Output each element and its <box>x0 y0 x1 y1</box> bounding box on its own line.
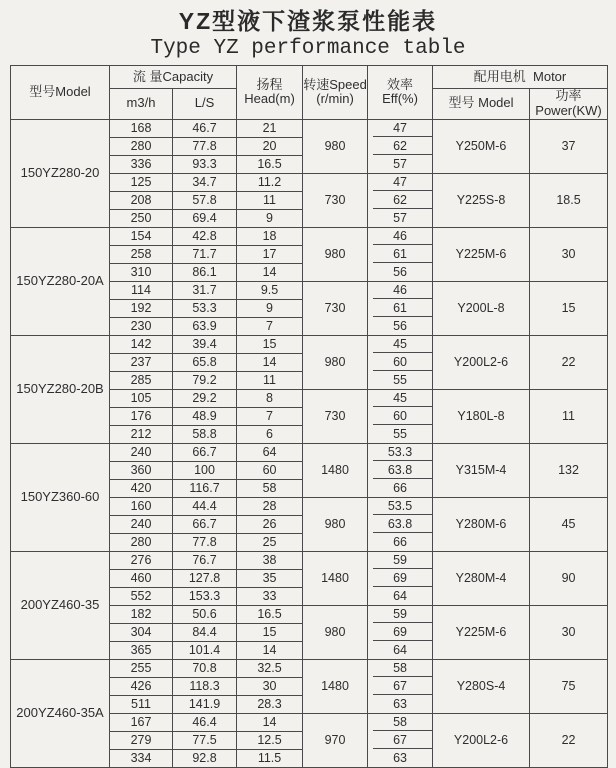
cell-head-m: 9 <box>237 209 303 227</box>
cell-head-m: 32.5 <box>237 659 303 677</box>
cell-eff-pct: 63 <box>368 695 433 713</box>
cell-eff-pct: 64 <box>368 641 433 659</box>
cell-eff-pct: 62 <box>368 137 433 155</box>
cell-capacity-m3h: 167 <box>110 713 173 731</box>
cell-head-m: 9.5 <box>237 281 303 299</box>
cell-capacity-m3h: 280 <box>110 533 173 551</box>
cell-motor-model: Y315M-4 <box>433 443 530 497</box>
header-speed-zh: 转速Speed <box>303 76 367 92</box>
header-motor-model: 型号 Model <box>433 89 530 120</box>
cell-head-m: 60 <box>237 461 303 479</box>
cell-capacity-ls: 141.9 <box>173 695 237 713</box>
table-row <box>11 551 608 569</box>
cell-capacity-m3h: 192 <box>110 299 173 317</box>
cell-capacity-m3h: 336 <box>110 155 173 173</box>
cell-capacity-ls: 77.8 <box>173 533 237 551</box>
cell-capacity-ls: 46.4 <box>173 713 237 731</box>
cell-capacity-ls: 69.4 <box>173 209 237 227</box>
cell-head-m: 38 <box>237 551 303 569</box>
cell-speed-rmin: 980 <box>303 119 368 173</box>
cell-speed-rmin: 730 <box>303 389 368 443</box>
cell-capacity-m3h: 160 <box>110 497 173 515</box>
cell-head-m: 16.5 <box>237 155 303 173</box>
cell-capacity-m3h: 142 <box>110 335 173 353</box>
cell-motor-model: Y225M-6 <box>433 227 530 281</box>
cell-motor-model: Y280M-4 <box>433 551 530 605</box>
cell-pump-model: 150YZ280-20B <box>11 335 110 443</box>
header-m3h: m3/h <box>110 89 173 120</box>
cell-head-m: 15 <box>237 335 303 353</box>
cell-motor-power-kw: 11 <box>530 389 608 443</box>
cell-motor-model: Y225S-8 <box>433 173 530 227</box>
header-eff-zh: 效率 <box>387 76 414 92</box>
cell-capacity-ls: 127.8 <box>173 569 237 587</box>
cell-capacity-ls: 44.4 <box>173 497 237 515</box>
cell-eff-pct: 53.5 <box>368 497 433 515</box>
cell-head-m: 35 <box>237 569 303 587</box>
cell-eff-pct: 58 <box>368 713 433 731</box>
cell-capacity-m3h: 511 <box>110 695 173 713</box>
cell-head-m: 11 <box>237 191 303 209</box>
cell-motor-power-kw: 18.5 <box>530 173 608 227</box>
cell-motor-power-kw: 22 <box>530 713 608 767</box>
cell-capacity-m3h: 285 <box>110 371 173 389</box>
cell-speed-rmin: 980 <box>303 497 368 551</box>
cell-capacity-m3h: 310 <box>110 263 173 281</box>
cell-head-m: 20 <box>237 137 303 155</box>
cell-capacity-ls: 77.8 <box>173 137 237 155</box>
cell-head-m: 28.3 <box>237 695 303 713</box>
cell-capacity-m3h: 237 <box>110 353 173 371</box>
cell-eff-pct: 47 <box>368 173 433 191</box>
cell-head-m: 11.5 <box>237 749 303 767</box>
cell-head-m: 7 <box>237 407 303 425</box>
cell-capacity-ls: 76.7 <box>173 551 237 569</box>
cell-eff-pct: 46 <box>368 227 433 245</box>
cell-head-m: 64 <box>237 443 303 461</box>
cell-eff-pct: 57 <box>368 155 433 173</box>
cell-capacity-ls: 63.9 <box>173 317 237 335</box>
cell-capacity-m3h: 276 <box>110 551 173 569</box>
cell-eff-pct: 53.3 <box>368 443 433 461</box>
header-speed-en: (r/min) <box>316 91 354 107</box>
cell-eff-pct: 45 <box>368 335 433 353</box>
page-title-chinese: YZ型液下渣浆泵性能表 <box>178 8 438 34</box>
cell-eff-pct: 47 <box>368 119 433 137</box>
cell-eff-pct: 63.8 <box>368 461 433 479</box>
cell-capacity-ls: 29.2 <box>173 389 237 407</box>
cell-capacity-ls: 70.8 <box>173 659 237 677</box>
cell-capacity-ls: 66.7 <box>173 443 237 461</box>
cell-eff-pct: 67 <box>368 677 433 695</box>
cell-speed-rmin: 1480 <box>303 551 368 605</box>
performance-table <box>10 65 608 768</box>
cell-eff-pct: 59 <box>368 605 433 623</box>
cell-motor-power-kw: 45 <box>530 497 608 551</box>
cell-capacity-m3h: 114 <box>110 281 173 299</box>
cell-capacity-ls: 116.7 <box>173 479 237 497</box>
header-ls: L/S <box>173 89 237 120</box>
cell-motor-power-kw: 75 <box>530 659 608 713</box>
cell-eff-pct: 66 <box>368 479 433 497</box>
cell-capacity-ls: 31.7 <box>173 281 237 299</box>
table-row <box>11 335 608 353</box>
cell-capacity-ls: 92.8 <box>173 749 237 767</box>
cell-eff-pct: 55 <box>368 425 433 443</box>
cell-eff-pct: 67 <box>368 731 433 749</box>
cell-eff-pct: 64 <box>368 587 433 605</box>
cell-capacity-ls: 71.7 <box>173 245 237 263</box>
cell-motor-power-kw: 30 <box>530 227 608 281</box>
cell-speed-rmin: 980 <box>303 605 368 659</box>
cell-capacity-m3h: 250 <box>110 209 173 227</box>
cell-head-m: 17 <box>237 245 303 263</box>
cell-head-m: 30 <box>237 677 303 695</box>
cell-eff-pct: 46 <box>368 281 433 299</box>
cell-eff-pct: 59 <box>368 551 433 569</box>
cell-head-m: 9 <box>237 299 303 317</box>
cell-motor-model: Y200L2-6 <box>433 713 530 767</box>
cell-capacity-m3h: 255 <box>110 659 173 677</box>
cell-capacity-ls: 58.8 <box>173 425 237 443</box>
table-header <box>11 66 608 120</box>
cell-head-m: 25 <box>237 533 303 551</box>
cell-capacity-m3h: 230 <box>110 317 173 335</box>
cell-head-m: 12.5 <box>237 731 303 749</box>
cell-capacity-m3h: 212 <box>110 425 173 443</box>
cell-capacity-m3h: 360 <box>110 461 173 479</box>
cell-capacity-m3h: 240 <box>110 515 173 533</box>
cell-capacity-ls: 42.8 <box>173 227 237 245</box>
cell-motor-model: Y200L2-6 <box>433 335 530 389</box>
cell-capacity-m3h: 176 <box>110 407 173 425</box>
cell-capacity-ls: 53.3 <box>173 299 237 317</box>
cell-capacity-m3h: 279 <box>110 731 173 749</box>
cell-eff-pct: 63 <box>368 749 433 767</box>
cell-eff-pct: 62 <box>368 191 433 209</box>
cell-eff-pct: 69 <box>368 569 433 587</box>
cell-eff-pct: 69 <box>368 623 433 641</box>
pump-table-body <box>11 119 608 767</box>
cell-head-m: 28 <box>237 497 303 515</box>
cell-capacity-ls: 79.2 <box>173 371 237 389</box>
cell-eff-pct: 56 <box>368 317 433 335</box>
cell-capacity-m3h: 426 <box>110 677 173 695</box>
cell-head-m: 7 <box>237 317 303 335</box>
cell-eff-pct: 60 <box>368 407 433 425</box>
cell-capacity-m3h: 154 <box>110 227 173 245</box>
cell-capacity-ls: 153.3 <box>173 587 237 605</box>
cell-eff-pct: 61 <box>368 299 433 317</box>
cell-pump-model: 150YZ360-60 <box>11 443 110 551</box>
cell-motor-power-kw: 90 <box>530 551 608 605</box>
cell-motor-power-kw: 30 <box>530 605 608 659</box>
cell-head-m: 58 <box>237 479 303 497</box>
cell-capacity-m3h: 280 <box>110 137 173 155</box>
cell-motor-power-kw: 15 <box>530 281 608 335</box>
cell-capacity-m3h: 258 <box>110 245 173 263</box>
header-head-en: Head(m) <box>244 91 295 107</box>
cell-capacity-ls: 46.7 <box>173 119 237 137</box>
cell-speed-rmin: 730 <box>303 173 368 227</box>
cell-head-m: 26 <box>237 515 303 533</box>
cell-capacity-ls: 39.4 <box>173 335 237 353</box>
cell-capacity-ls: 57.8 <box>173 191 237 209</box>
cell-head-m: 16.5 <box>237 605 303 623</box>
cell-head-m: 8 <box>237 389 303 407</box>
cell-eff-pct: 55 <box>368 371 433 389</box>
cell-head-m: 18 <box>237 227 303 245</box>
cell-eff-pct: 60 <box>368 353 433 371</box>
cell-head-m: 6 <box>237 425 303 443</box>
cell-speed-rmin: 980 <box>303 227 368 281</box>
cell-head-m: 11.2 <box>237 173 303 191</box>
cell-speed-rmin: 980 <box>303 335 368 389</box>
cell-motor-power-kw: 22 <box>530 335 608 389</box>
cell-capacity-m3h: 168 <box>110 119 173 137</box>
cell-head-m: 15 <box>237 623 303 641</box>
cell-pump-model: 150YZ280-20 <box>11 119 110 227</box>
cell-speed-rmin: 970 <box>303 713 368 767</box>
cell-capacity-m3h: 125 <box>110 173 173 191</box>
table-row <box>11 119 608 137</box>
cell-capacity-m3h: 334 <box>110 749 173 767</box>
cell-eff-pct: 56 <box>368 263 433 281</box>
cell-eff-pct: 66 <box>368 533 433 551</box>
cell-capacity-ls: 77.5 <box>173 731 237 749</box>
cell-eff-pct: 63.8 <box>368 515 433 533</box>
cell-speed-rmin: 1480 <box>303 659 368 713</box>
cell-capacity-ls: 118.3 <box>173 677 237 695</box>
cell-capacity-ls: 84.4 <box>173 623 237 641</box>
header-model: 型号Model <box>11 66 110 120</box>
cell-motor-model: Y180L-8 <box>433 389 530 443</box>
cell-head-m: 33 <box>237 587 303 605</box>
cell-head-m: 21 <box>237 119 303 137</box>
cell-capacity-m3h: 182 <box>110 605 173 623</box>
cell-capacity-ls: 100 <box>173 461 237 479</box>
cell-capacity-m3h: 304 <box>110 623 173 641</box>
cell-capacity-m3h: 460 <box>110 569 173 587</box>
cell-head-m: 14 <box>237 641 303 659</box>
cell-capacity-m3h: 365 <box>110 641 173 659</box>
cell-head-m: 14 <box>237 713 303 731</box>
cell-pump-model: 200YZ460-35A <box>11 659 110 767</box>
cell-capacity-ls: 48.9 <box>173 407 237 425</box>
cell-head-m: 11 <box>237 371 303 389</box>
cell-eff-pct: 45 <box>368 389 433 407</box>
cell-capacity-m3h: 240 <box>110 443 173 461</box>
header-capacity: 流 量Capacity <box>110 66 237 89</box>
cell-capacity-ls: 66.7 <box>173 515 237 533</box>
table-row <box>11 659 608 677</box>
cell-motor-power-kw: 37 <box>530 119 608 173</box>
cell-motor-model: Y280S-4 <box>433 659 530 713</box>
cell-eff-pct: 61 <box>368 245 433 263</box>
cell-capacity-ls: 50.6 <box>173 605 237 623</box>
header-motor: 配用电机 Motor <box>433 66 608 89</box>
header-eff <box>368 66 433 120</box>
cell-capacity-m3h: 552 <box>110 587 173 605</box>
cell-capacity-ls: 86.1 <box>173 263 237 281</box>
cell-capacity-m3h: 208 <box>110 191 173 209</box>
cell-pump-model: 200YZ460-35 <box>11 551 110 659</box>
cell-capacity-ls: 65.8 <box>173 353 237 371</box>
header-head-zh: 扬程 <box>256 76 283 92</box>
cell-capacity-ls: 93.3 <box>173 155 237 173</box>
cell-motor-power-kw: 132 <box>530 443 608 497</box>
cell-capacity-m3h: 105 <box>110 389 173 407</box>
cell-capacity-m3h: 420 <box>110 479 173 497</box>
cell-capacity-ls: 34.7 <box>173 173 237 191</box>
cell-head-m: 14 <box>237 353 303 371</box>
cell-motor-model: Y250M-6 <box>433 119 530 173</box>
cell-motor-model: Y200L-8 <box>433 281 530 335</box>
page-title-english: Type YZ performance table <box>150 37 466 60</box>
cell-capacity-ls: 101.4 <box>173 641 237 659</box>
cell-motor-model: Y225M-6 <box>433 605 530 659</box>
header-speed <box>303 66 368 120</box>
table-row <box>11 443 608 461</box>
header-motor-power: 功率Power(KW) <box>530 89 608 120</box>
cell-pump-model: 150YZ280-20A <box>11 227 110 335</box>
header-eff-en: Eff(%) <box>382 91 418 107</box>
cell-eff-pct: 57 <box>368 209 433 227</box>
cell-speed-rmin: 1480 <box>303 443 368 497</box>
table-row <box>11 227 608 245</box>
cell-eff-pct: 58 <box>368 659 433 677</box>
cell-speed-rmin: 730 <box>303 281 368 335</box>
cell-head-m: 14 <box>237 263 303 281</box>
header-head <box>237 66 303 120</box>
cell-motor-model: Y280M-6 <box>433 497 530 551</box>
